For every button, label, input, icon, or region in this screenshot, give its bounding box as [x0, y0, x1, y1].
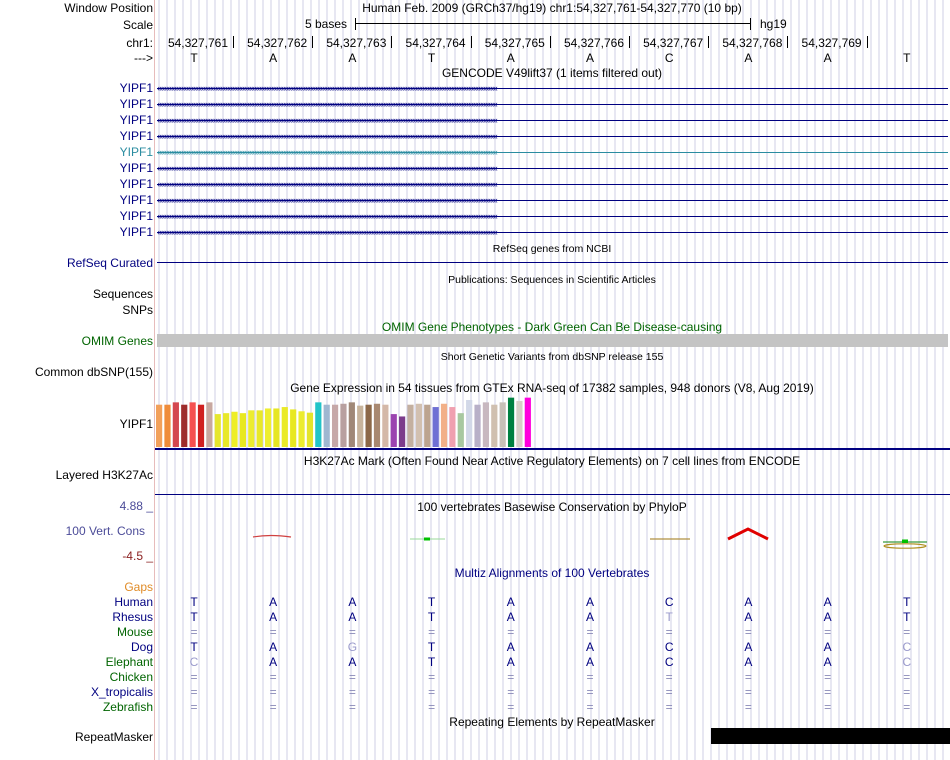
aligned-base: = — [824, 625, 832, 639]
phylop-ymax-label: 4.88 _ — [119, 499, 153, 513]
aligned-base: A — [506, 595, 515, 609]
strand-chevrons: ‹‹‹‹‹‹‹‹‹‹‹‹‹‹‹‹‹‹‹‹‹‹‹‹‹‹‹‹‹‹‹‹‹‹‹‹‹‹‹‹‹‹‹‹‹‹‹‹‹‹‹‹‹‹‹‹‹‹‹‹‹‹‹‹‹‹‹‹‹‹‹‹‹‹‹‹‹‹‹‹‹‹‹‹‹‹‹‹‹‹‹‹‹‹‹‹‹‹‹‹‹‹‹‹‹‹‹‹‹‹‹‹‹‹‹‹‹‹‹‹‹‹‹‹‹‹‹‹‹‹‹‹‹‹‹‹‹‹‹‹‹‹‹‹‹‹‹‹‹‹‹‹‹‹‹‹‹‹‹‹‹‹‹‹‹‹‹‹‹‹‹‹‹‹‹‹‹‹‹‹‹‹‹‹‹‹‹‹‹‹‹‹‹‹‹‹‹‹‹‹ — [157, 149, 497, 156]
gencode-transcript-label[interactable]: YIPF1 — [119, 145, 153, 159]
window-title: Human Feb. 2009 (GRCh37/hg19) chr1:54,327,761-54,327,770 (10 bp) — [362, 1, 742, 15]
aligned-base: = — [903, 625, 911, 639]
phylop-mark-5-core — [902, 540, 908, 544]
gencode-transcript-label[interactable]: YIPF1 — [119, 177, 153, 191]
phylop-mark-6 — [884, 544, 926, 548]
gtex-tissue-bar[interactable] — [340, 404, 346, 447]
aligned-base: = — [744, 685, 752, 699]
gtex-tissue-bar[interactable] — [181, 405, 187, 447]
aligned-base: A — [506, 655, 515, 669]
reference-base: A — [823, 51, 832, 65]
ruler-tick — [629, 36, 630, 48]
aligned-base: A — [506, 610, 515, 624]
aligned-base: = — [190, 625, 198, 639]
gtex-tissue-bar[interactable] — [441, 404, 447, 447]
gtex-tissue-bar[interactable] — [516, 401, 522, 447]
gtex-tissue-bar[interactable] — [366, 405, 372, 447]
species-label[interactable]: Zebrafish — [102, 700, 153, 714]
gtex-tissue-bar[interactable] — [466, 400, 472, 447]
phylop-track-title[interactable]: 100 vertebrates Basewise Conservation by PhyloP — [417, 500, 687, 514]
gtex-tissue-bar[interactable] — [483, 402, 489, 447]
gencode-transcript-label[interactable]: YIPF1 — [119, 161, 153, 175]
aligned-base: = — [190, 685, 198, 699]
gtex-tissue-bar[interactable] — [206, 402, 212, 447]
phylop-mark-2-core — [424, 538, 430, 541]
gtex-tissue-bar[interactable] — [273, 408, 279, 447]
strand-chevrons: ‹‹‹‹‹‹‹‹‹‹‹‹‹‹‹‹‹‹‹‹‹‹‹‹‹‹‹‹‹‹‹‹‹‹‹‹‹‹‹‹‹‹‹‹‹‹‹‹‹‹‹‹‹‹‹‹‹‹‹‹‹‹‹‹‹‹‹‹‹‹‹‹‹‹‹‹‹‹‹‹‹‹‹‹‹‹‹‹‹‹‹‹‹‹‹‹‹‹‹‹‹‹‹‹‹‹‹‹‹‹‹‹‹‹‹‹‹‹‹‹‹‹‹‹‹‹‹‹‹‹‹‹‹‹‹‹‹‹‹‹‹‹‹‹‹‹‹‹‹‹‹‹‹‹‹‹‹‹‹‹‹‹‹‹‹‹‹‹‹‹‹‹‹‹‹‹‹‹‹‹‹‹‹‹‹‹‹‹‹‹‹‹‹‹‹‹‹‹‹‹ — [157, 213, 497, 220]
aligned-base: T — [903, 610, 911, 624]
gtex-tissue-bar[interactable] — [156, 405, 162, 447]
ruler-tick — [471, 36, 472, 48]
ruler-tick — [867, 36, 868, 48]
aligned-base: A — [348, 655, 357, 669]
aligned-base: A — [269, 595, 278, 609]
aligned-base: A — [823, 640, 832, 654]
omim-track-title[interactable]: OMIM Gene Phenotypes - Dark Green Can Be Disease-causing — [381, 320, 723, 334]
aligned-base: C — [902, 640, 912, 654]
sequences-label[interactable]: Sequences — [92, 287, 153, 301]
repeatmasker-track-title[interactable]: Repeating Elements by RepeatMasker — [449, 715, 655, 729]
aligned-base: = — [744, 625, 752, 639]
aligned-base: = — [348, 670, 356, 684]
aligned-base: = — [507, 700, 515, 714]
gtex-tissue-bar[interactable] — [357, 406, 363, 447]
aligned-base: = — [903, 685, 911, 699]
aligned-base: = — [507, 685, 515, 699]
strand-label: ---> — [134, 51, 153, 65]
scale-bar — [355, 23, 751, 24]
aligned-base: = — [348, 625, 356, 639]
reference-base: T — [427, 51, 436, 65]
chrom-label: chr1: — [126, 36, 153, 50]
gtex-tissue-bar[interactable] — [449, 407, 455, 447]
aligned-base: A — [585, 640, 595, 654]
aligned-base: G — [347, 640, 358, 654]
gtex-tissue-bar[interactable] — [474, 405, 480, 447]
aligned-base: = — [665, 700, 673, 714]
aligned-base: A — [348, 610, 357, 624]
gtex-tissue-bar[interactable] — [399, 416, 405, 447]
sidebar-divider — [154, 0, 155, 760]
reference-base: A — [348, 51, 357, 65]
gtex-tissue-bar[interactable] — [500, 402, 506, 447]
gtex-tissue-bar[interactable] — [265, 408, 271, 447]
ruler-position: 54,327,764 — [405, 36, 466, 50]
aligned-base: = — [586, 625, 594, 639]
gtex-track-label[interactable]: YIPF1 — [119, 417, 153, 431]
aligned-base: = — [586, 700, 594, 714]
species-label[interactable]: Mouse — [116, 625, 153, 639]
gtex-tissue-bar[interactable] — [290, 409, 296, 447]
scale-bar-left-tick — [355, 18, 356, 30]
ruler-position: 54,327,765 — [484, 36, 545, 50]
species-label[interactable]: Dog — [130, 640, 153, 654]
gencode-transcript-label[interactable]: YIPF1 — [119, 81, 153, 95]
gtex-tissue-bar[interactable] — [223, 413, 229, 447]
aligned-base: = — [507, 625, 515, 639]
multiz-track-title[interactable]: Multiz Alignments of 100 Vertebrates — [454, 566, 650, 580]
reference-base: T — [190, 51, 198, 65]
reference-base: A — [585, 51, 595, 65]
refseq-track-title[interactable]: RefSeq genes from NCBI — [492, 243, 612, 255]
gencode-transcript-label[interactable]: YIPF1 — [119, 97, 153, 111]
gtex-tissue-bar[interactable] — [298, 411, 304, 447]
aligned-base: = — [428, 685, 436, 699]
strand-chevrons: ‹‹‹‹‹‹‹‹‹‹‹‹‹‹‹‹‹‹‹‹‹‹‹‹‹‹‹‹‹‹‹‹‹‹‹‹‹‹‹‹‹‹‹‹‹‹‹‹‹‹‹‹‹‹‹‹‹‹‹‹‹‹‹‹‹‹‹‹‹‹‹‹‹‹‹‹‹‹‹‹‹‹‹‹‹‹‹‹‹‹‹‹‹‹‹‹‹‹‹‹‹‹‹‹‹‹‹‹‹‹‹‹‹‹‹‹‹‹‹‹‹‹‹‹‹‹‹‹‹‹‹‹‹‹‹‹‹‹‹‹‹‹‹‹‹‹‹‹‹‹‹‹‹‹‹‹‹‹‹‹‹‹‹‹‹‹‹‹‹‹‹‹‹‹‹‹‹‹‹‹‹‹‹‹‹‹‹‹‹‹‹‹‹‹‹‹‹‹‹‹ — [157, 229, 497, 236]
aligned-base: A — [744, 595, 753, 609]
ruler-position: 54,327,763 — [326, 36, 387, 50]
aligned-base: A — [506, 640, 515, 654]
ruler-tick — [233, 36, 234, 48]
ruler-position: 54,327,767 — [643, 36, 704, 50]
ruler-tick — [787, 36, 788, 48]
aligned-base: T — [427, 610, 436, 624]
scale-bar-right-tick — [750, 18, 751, 30]
gtex-tissue-bar[interactable] — [315, 402, 321, 447]
gtex-tissue-bar[interactable] — [491, 405, 497, 447]
gtex-tissue-bar[interactable] — [349, 402, 355, 447]
aligned-base: A — [744, 610, 753, 624]
aligned-base: C — [664, 640, 674, 654]
gtex-tissue-bar[interactable] — [282, 407, 288, 447]
gtex-tissue-bar[interactable] — [525, 398, 531, 447]
repeatmasker-element-bar[interactable] — [711, 728, 950, 744]
aligned-base: A — [269, 640, 278, 654]
gencode-transcript-label[interactable]: YIPF1 — [119, 209, 153, 223]
aligned-base: = — [428, 700, 436, 714]
snps-label[interactable]: SNPs — [122, 303, 153, 317]
aligned-base: = — [269, 670, 277, 684]
strand-chevrons: ‹‹‹‹‹‹‹‹‹‹‹‹‹‹‹‹‹‹‹‹‹‹‹‹‹‹‹‹‹‹‹‹‹‹‹‹‹‹‹‹‹‹‹‹‹‹‹‹‹‹‹‹‹‹‹‹‹‹‹‹‹‹‹‹‹‹‹‹‹‹‹‹‹‹‹‹‹‹‹‹‹‹‹‹‹‹‹‹‹‹‹‹‹‹‹‹‹‹‹‹‹‹‹‹‹‹‹‹‹‹‹‹‹‹‹‹‹‹‹‹‹‹‹‹‹‹‹‹‹‹‹‹‹‹‹‹‹‹‹‹‹‹‹‹‹‹‹‹‹‹‹‹‹‹‹‹‹‹‹‹‹‹‹‹‹‹‹‹‹‹‹‹‹‹‹‹‹‹‹‹‹‹‹‹‹‹‹‹‹‹‹‹‹‹‹‹‹‹‹‹ — [157, 101, 497, 108]
species-label[interactable]: Chicken — [109, 670, 153, 684]
gtex-track-title[interactable]: Gene Expression in 54 tissues from GTEx RNA-seq of 17382 samples, 948 donors (V8, Aug 2019) — [290, 381, 814, 395]
strand-chevrons: ‹‹‹‹‹‹‹‹‹‹‹‹‹‹‹‹‹‹‹‹‹‹‹‹‹‹‹‹‹‹‹‹‹‹‹‹‹‹‹‹‹‹‹‹‹‹‹‹‹‹‹‹‹‹‹‹‹‹‹‹‹‹‹‹‹‹‹‹‹‹‹‹‹‹‹‹‹‹‹‹‹‹‹‹‹‹‹‹‹‹‹‹‹‹‹‹‹‹‹‹‹‹‹‹‹‹‹‹‹‹‹‹‹‹‹‹‹‹‹‹‹‹‹‹‹‹‹‹‹‹‹‹‹‹‹‹‹‹‹‹‹‹‹‹‹‹‹‹‹‹‹‹‹‹‹‹‹‹‹‹‹‹‹‹‹‹‹‹‹‹‹‹‹‹‹‹‹‹‹‹‹‹‹‹‹‹‹‹‹‹‹‹‹‹‹‹‹‹‹‹ — [157, 117, 497, 124]
aligned-base: T — [190, 640, 198, 654]
aligned-base: A — [585, 595, 595, 609]
aligned-base: = — [586, 670, 594, 684]
gencode-transcript-label[interactable]: YIPF1 — [119, 225, 153, 239]
aligned-base: = — [665, 625, 673, 639]
reference-base: C — [664, 51, 674, 65]
gtex-bar-chart[interactable] — [155, 395, 535, 448]
ruler-position: 54,327,769 — [801, 36, 862, 50]
gtex-tissue-bar[interactable] — [248, 410, 254, 447]
species-label[interactable]: Elephant — [105, 655, 153, 669]
gtex-tissue-bar[interactable] — [407, 405, 413, 447]
aligned-base: = — [744, 670, 752, 684]
gtex-tissue-bar[interactable] — [424, 405, 430, 447]
phylop-track-label[interactable]: 100 Vert. Cons — [65, 524, 145, 538]
gtex-tissue-bar[interactable] — [433, 407, 439, 447]
gtex-tissue-bar[interactable] — [198, 405, 204, 447]
aligned-base: = — [665, 685, 673, 699]
gencode-transcript-label[interactable]: YIPF1 — [119, 113, 153, 127]
aligned-base: = — [348, 685, 356, 699]
gtex-tissue-bar[interactable] — [416, 404, 422, 447]
aligned-base: A — [823, 655, 832, 669]
reference-base: A — [506, 51, 515, 65]
strand-chevrons: ‹‹‹‹‹‹‹‹‹‹‹‹‹‹‹‹‹‹‹‹‹‹‹‹‹‹‹‹‹‹‹‹‹‹‹‹‹‹‹‹‹‹‹‹‹‹‹‹‹‹‹‹‹‹‹‹‹‹‹‹‹‹‹‹‹‹‹‹‹‹‹‹‹‹‹‹‹‹‹‹‹‹‹‹‹‹‹‹‹‹‹‹‹‹‹‹‹‹‹‹‹‹‹‹‹‹‹‹‹‹‹‹‹‹‹‹‹‹‹‹‹‹‹‹‹‹‹‹‹‹‹‹‹‹‹‹‹‹‹‹‹‹‹‹‹‹‹‹‹‹‹‹‹‹‹‹‹‹‹‹‹‹‹‹‹‹‹‹‹‹‹‹‹‹‹‹‹‹‹‹‹‹‹‹‹‹‹‹‹‹‹‹‹‹‹‹‹‹‹‹ — [157, 85, 497, 92]
gtex-tissue-bar[interactable] — [173, 402, 179, 447]
species-label[interactable]: X_tropicalis — [90, 685, 153, 699]
h3k27ac-track-title[interactable]: H3K27Ac Mark (Often Found Near Active Regulatory Elements) on 7 cell lines from ENCODE — [303, 454, 801, 468]
aligned-base: A — [269, 655, 278, 669]
gtex-tissue-bar[interactable] — [324, 405, 330, 447]
ruler-tick — [550, 36, 551, 48]
window-position-label: Window Position — [64, 1, 153, 15]
aligned-base: = — [744, 700, 752, 714]
aligned-base: = — [586, 685, 594, 699]
ruler-position: 54,327,761 — [167, 36, 228, 50]
phylop-ymin-label: -4.5 _ — [122, 549, 153, 563]
aligned-base: A — [744, 640, 753, 654]
aligned-base: = — [190, 670, 198, 684]
reference-base: A — [744, 51, 753, 65]
aligned-base: T — [190, 610, 198, 624]
scale-db: hg19 — [760, 17, 787, 31]
aligned-base: T — [903, 595, 911, 609]
gtex-tissue-bar[interactable] — [231, 412, 237, 447]
scale-label: Scale — [122, 18, 153, 32]
gencode-track-title[interactable]: GENCODE V49lift37 (1 items filtered out) — [441, 66, 663, 80]
aligned-base: = — [824, 670, 832, 684]
gtex-tissue-bar[interactable] — [164, 405, 170, 447]
gencode-transcript-label[interactable]: YIPF1 — [119, 193, 153, 207]
aligned-base: = — [824, 700, 832, 714]
ruler-tick — [391, 36, 392, 48]
aligned-base: = — [665, 670, 673, 684]
aligned-base: = — [190, 700, 198, 714]
aligned-base: A — [585, 610, 595, 624]
phylop-mark-4 — [728, 529, 768, 539]
gtex-tissue-bar[interactable] — [458, 413, 464, 447]
aligned-base: C — [664, 655, 674, 669]
aligned-base: = — [428, 670, 436, 684]
aligned-base: = — [269, 625, 277, 639]
publications-track-title[interactable]: Publications: Sequences in Scientific Articles — [448, 274, 656, 286]
gtex-tissue-bar[interactable] — [391, 414, 397, 447]
omim-gene-bar[interactable] — [157, 334, 948, 347]
ruler-position: 54,327,762 — [247, 36, 308, 50]
ruler-position: 54,327,766 — [563, 36, 624, 50]
ruler-tick — [708, 36, 709, 48]
aligned-base: A — [823, 595, 832, 609]
gtex-tissue-bar[interactable] — [307, 413, 313, 447]
refseq-track-label[interactable]: RefSeq Curated — [66, 256, 153, 270]
species-label[interactable]: Human — [114, 595, 153, 609]
strand-chevrons: ‹‹‹‹‹‹‹‹‹‹‹‹‹‹‹‹‹‹‹‹‹‹‹‹‹‹‹‹‹‹‹‹‹‹‹‹‹‹‹‹‹‹‹‹‹‹‹‹‹‹‹‹‹‹‹‹‹‹‹‹‹‹‹‹‹‹‹‹‹‹‹‹‹‹‹‹‹‹‹‹‹‹‹‹‹‹‹‹‹‹‹‹‹‹‹‹‹‹‹‹‹‹‹‹‹‹‹‹‹‹‹‹‹‹‹‹‹‹‹‹‹‹‹‹‹‹‹‹‹‹‹‹‹‹‹‹‹‹‹‹‹‹‹‹‹‹‹‹‹‹‹‹‹‹‹‹‹‹‹‹‹‹‹‹‹‹‹‹‹‹‹‹‹‹‹‹‹‹‹‹‹‹‹‹‹‹‹‹‹‹‹‹‹‹‹‹‹‹‹‹ — [157, 165, 497, 172]
aligned-base: C — [902, 655, 912, 669]
aligned-base: = — [269, 685, 277, 699]
aligned-base: C — [664, 595, 674, 609]
aligned-base: C — [189, 655, 199, 669]
gtex-tissue-bar[interactable] — [332, 405, 338, 447]
strand-chevrons: ‹‹‹‹‹‹‹‹‹‹‹‹‹‹‹‹‹‹‹‹‹‹‹‹‹‹‹‹‹‹‹‹‹‹‹‹‹‹‹‹‹‹‹‹‹‹‹‹‹‹‹‹‹‹‹‹‹‹‹‹‹‹‹‹‹‹‹‹‹‹‹‹‹‹‹‹‹‹‹‹‹‹‹‹‹‹‹‹‹‹‹‹‹‹‹‹‹‹‹‹‹‹‹‹‹‹‹‹‹‹‹‹‹‹‹‹‹‹‹‹‹‹‹‹‹‹‹‹‹‹‹‹‹‹‹‹‹‹‹‹‹‹‹‹‹‹‹‹‹‹‹‹‹‹‹‹‹‹‹‹‹‹‹‹‹‹‹‹‹‹‹‹‹‹‹‹‹‹‹‹‹‹‹‹‹‹‹‹‹‹‹‹‹‹‹‹‹‹‹‹ — [157, 181, 497, 188]
phylop-signal[interactable] — [155, 520, 950, 555]
dbsnp-track-title[interactable]: Short Genetic Variants from dbSNP release 155 — [440, 351, 664, 363]
scale-text: 5 bases — [305, 17, 348, 31]
ruler-position: 54,327,768 — [722, 36, 783, 50]
aligned-base: A — [585, 655, 595, 669]
aligned-base: = — [348, 700, 356, 714]
aligned-base: A — [823, 610, 832, 624]
aligned-base: A — [269, 610, 278, 624]
aligned-base: = — [903, 700, 911, 714]
reference-base: T — [903, 51, 911, 65]
gtex-tissue-bar[interactable] — [240, 413, 246, 447]
gtex-tissue-bar[interactable] — [508, 398, 514, 447]
aligned-base: T — [427, 655, 436, 669]
gencode-transcript-label[interactable]: YIPF1 — [119, 129, 153, 143]
dbsnp-track-label[interactable]: Common dbSNP(155) — [34, 365, 153, 379]
aligned-base: = — [903, 670, 911, 684]
gtex-tissue-bar[interactable] — [190, 402, 196, 447]
h3k27ac-track-label[interactable]: Layered H3K27Ac — [55, 468, 153, 482]
strand-chevrons: ‹‹‹‹‹‹‹‹‹‹‹‹‹‹‹‹‹‹‹‹‹‹‹‹‹‹‹‹‹‹‹‹‹‹‹‹‹‹‹‹‹‹‹‹‹‹‹‹‹‹‹‹‹‹‹‹‹‹‹‹‹‹‹‹‹‹‹‹‹‹‹‹‹‹‹‹‹‹‹‹‹‹‹‹‹‹‹‹‹‹‹‹‹‹‹‹‹‹‹‹‹‹‹‹‹‹‹‹‹‹‹‹‹‹‹‹‹‹‹‹‹‹‹‹‹‹‹‹‹‹‹‹‹‹‹‹‹‹‹‹‹‹‹‹‹‹‹‹‹‹‹‹‹‹‹‹‹‹‹‹‹‹‹‹‹‹‹‹‹‹‹‹‹‹‹‹‹‹‹‹‹‹‹‹‹‹‹‹‹‹‹‹‹‹‹‹‹‹‹‹ — [157, 197, 497, 204]
gtex-tissue-bar[interactable] — [374, 404, 380, 447]
gtex-baseline — [155, 448, 950, 450]
aligned-base: A — [348, 595, 357, 609]
species-label[interactable]: Rhesus — [112, 610, 153, 624]
aligned-base: T — [190, 595, 198, 609]
aligned-base: = — [269, 700, 277, 714]
refseq-gene-line[interactable] — [157, 262, 948, 263]
ruler-tick — [312, 36, 313, 48]
strand-chevrons: ‹‹‹‹‹‹‹‹‹‹‹‹‹‹‹‹‹‹‹‹‹‹‹‹‹‹‹‹‹‹‹‹‹‹‹‹‹‹‹‹‹‹‹‹‹‹‹‹‹‹‹‹‹‹‹‹‹‹‹‹‹‹‹‹‹‹‹‹‹‹‹‹‹‹‹‹‹‹‹‹‹‹‹‹‹‹‹‹‹‹‹‹‹‹‹‹‹‹‹‹‹‹‹‹‹‹‹‹‹‹‹‹‹‹‹‹‹‹‹‹‹‹‹‹‹‹‹‹‹‹‹‹‹‹‹‹‹‹‹‹‹‹‹‹‹‹‹‹‹‹‹‹‹‹‹‹‹‹‹‹‹‹‹‹‹‹‹‹‹‹‹‹‹‹‹‹‹‹‹‹‹‹‹‹‹‹‹‹‹‹‹‹‹‹‹‹‹‹‹‹ — [157, 133, 497, 140]
gaps-label: Gaps — [124, 580, 153, 594]
aligned-base: T — [427, 595, 436, 609]
phylop-mark-1 — [253, 536, 291, 538]
gtex-tissue-bar[interactable] — [215, 414, 221, 447]
aligned-base: A — [744, 655, 753, 669]
aligned-base: T — [427, 640, 436, 654]
aligned-base: T — [665, 610, 673, 624]
gtex-tissue-bar[interactable] — [382, 405, 388, 447]
aligned-base: = — [507, 670, 515, 684]
omim-track-label[interactable]: OMIM Genes — [81, 334, 153, 348]
repeatmasker-track-label[interactable]: RepeatMasker — [74, 730, 153, 744]
h3k27ac-baseline — [155, 494, 950, 495]
aligned-base: = — [428, 625, 436, 639]
aligned-base: = — [824, 685, 832, 699]
reference-base: A — [269, 51, 278, 65]
gtex-tissue-bar[interactable] — [257, 410, 263, 447]
